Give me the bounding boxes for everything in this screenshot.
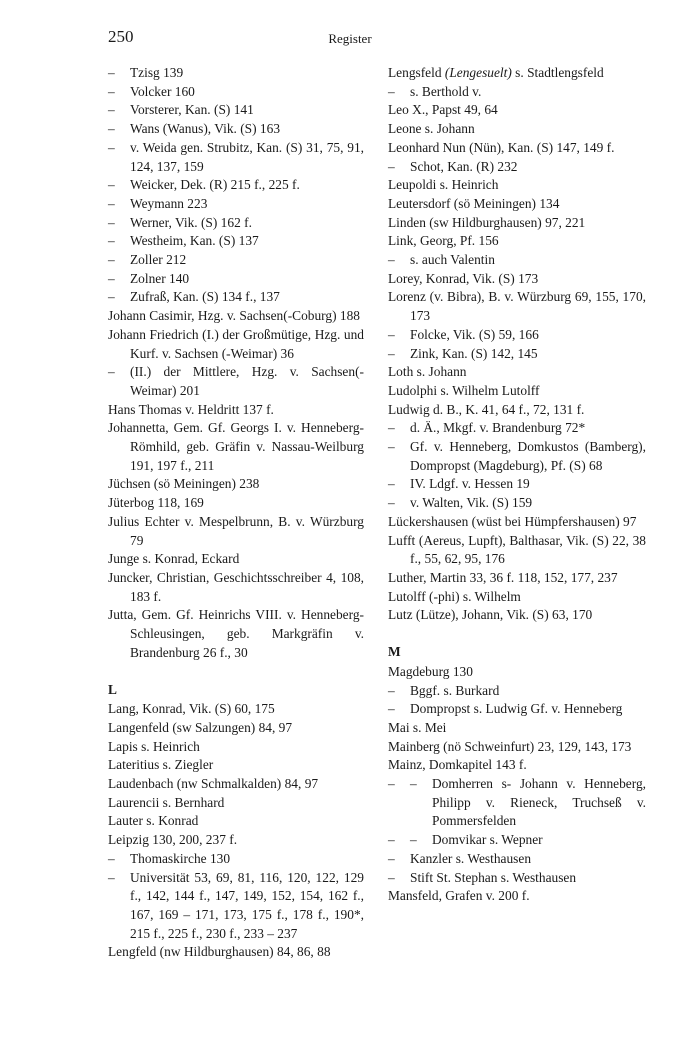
- index-entry: [388, 64, 646, 83]
- subentry-dash: –: [388, 326, 395, 342]
- running-head: Register: [328, 31, 372, 46]
- index-entry: Johann Casimir, Hzg. v. Sachsen(-Coburg) 188: [108, 308, 360, 324]
- index-subentry: [108, 869, 364, 944]
- subentry-dash: –: [388, 158, 395, 174]
- index-entry: Linden (sw Hildburghausen) 97, 221: [388, 214, 586, 230]
- index-entry: Jüchsen (sö Meiningen) 238: [108, 476, 260, 492]
- index-entry: Mai s. Mei: [388, 719, 447, 735]
- index-entry: Leonhard Nun (Nün), Kan. (S) 147, 149 f.: [388, 139, 615, 155]
- subentry-text: v. Walten, Vik. (S) 159: [410, 495, 533, 511]
- index-entry: Laudenbach (nw Schmalkalden) 84, 97: [108, 776, 319, 792]
- index-entry: Jutta, Gem. Gf. Heinrichs VIII. v. Henneberg-Schleusingen, geb. Markgräfin v. Brandenburg 26 f., 30: [108, 607, 364, 660]
- index-subentry: [388, 475, 646, 494]
- index-entry: Lückershausen (wüst bei Hümpfershausen) 97: [388, 513, 637, 529]
- subentry-dash: –: [388, 682, 395, 698]
- subentry-dash: –: [108, 270, 115, 286]
- index-subentry: [108, 232, 364, 251]
- index-subentry: [388, 345, 646, 364]
- subentry-dash: –: [108, 177, 115, 193]
- index-subentry: [388, 419, 646, 438]
- subentry-text: Kanzler s. Westhausen: [410, 850, 532, 866]
- index-subentry: [388, 700, 646, 719]
- index-entry: Leo X., Papst 49, 64: [388, 102, 498, 118]
- index-entry: Magdeburg 130: [388, 663, 473, 679]
- subentry-text: Zufraß, Kan. (S) 134 f., 137: [130, 289, 280, 305]
- index-entry: Juncker, Christian, Geschichtsschreiber 4, 108, 183 f.: [108, 569, 364, 604]
- subentry-dash: –: [388, 439, 395, 455]
- index-subentry: [388, 326, 646, 345]
- index-entry: Junge s. Konrad, Eckard: [108, 551, 240, 567]
- subentry-dash: –: [108, 850, 115, 866]
- index-entry: Ludolphi s. Wilhelm Lutolff: [388, 382, 540, 398]
- index-entry: Lorey, Konrad, Vik. (S) 173: [388, 270, 539, 286]
- index-subentry: [388, 831, 646, 850]
- index-subentry: [108, 214, 364, 233]
- index-entry: Ludwig d. B., K. 41, 64 f., 72, 131 f.: [388, 401, 585, 417]
- subentry-dash: –: [388, 869, 395, 885]
- index-entry: Lorenz (v. Bibra), B. v. Würzburg 69, 155, 170, 173: [388, 289, 646, 324]
- index-subentry: [388, 494, 646, 513]
- subentry-text: v. Weida gen. Strubitz, Kan. (S) 31, 75, 91, 124, 137, 159: [130, 139, 364, 174]
- subentry-text: s. auch Valentin: [410, 252, 495, 268]
- subentry-dash: –: [108, 139, 115, 155]
- index-subentry: [388, 158, 646, 177]
- subentry-text: Universität 53, 69, 81, 116, 120, 122, 129 f., 142, 144 f., 147, 149, 152, 154, 162 f., 167, 169 – 171, 173, 175 f., 178 f., 190*, 215 f., 225 f., 230 f., 233 – 237: [130, 869, 364, 941]
- index-subentry: [388, 850, 646, 869]
- subentry-dash: –: [108, 252, 115, 268]
- index-entry: Lapis s. Heinrich: [108, 738, 200, 754]
- subentry-dash: –: [108, 102, 115, 118]
- subentry-dash: –: [108, 289, 115, 305]
- index-entry: Mainz, Domkapitel 143 f.: [388, 757, 527, 773]
- index-entry: Loth s. Johann: [388, 364, 467, 380]
- subentry-dash: –: [388, 701, 395, 717]
- subentry-dash: –: [108, 121, 115, 137]
- subentry-text: d. Ä., Mkgf. v. Brandenburg 72*: [410, 420, 586, 436]
- subentry-text: Gf. v. Henneberg, Domkustos (Bamberg), Dompropst (Magdeburg), Pf. (S) 68: [410, 439, 646, 473]
- subentry-dash: –: [108, 869, 115, 885]
- index-subentry: [108, 270, 364, 289]
- index-entry: Julius Echter v. Mespelbrunn, B. v. Würzburg 79: [108, 513, 364, 548]
- subentry-text: Zoller 212: [130, 252, 187, 268]
- entry-text: Lengsfeld: [388, 65, 445, 80]
- subentry-text: Dompropst s. Ludwig Gf. v. Henneberg: [410, 701, 623, 717]
- subentry-text: IV. Ldgf. v. Hessen 19: [410, 476, 530, 492]
- subentry-dash: –: [108, 214, 115, 230]
- index-subentry: [108, 363, 364, 400]
- subentry-text: Weicker, Dek. (R) 215 f., 225 f.: [130, 177, 300, 193]
- subentry-text: Volcker 160: [130, 83, 195, 99]
- index-subentry: [108, 64, 364, 83]
- index-column-right: [388, 64, 646, 906]
- subentry-dash: –: [108, 65, 115, 80]
- subentry-text: Vorsterer, Kan. (S) 141: [130, 102, 254, 118]
- index-subentry: [388, 438, 646, 475]
- index-subentry: [108, 101, 364, 120]
- subentry-text: Domvikar s. Wepner: [432, 832, 543, 848]
- subentry-dash: –: [388, 252, 395, 268]
- subentry-dash: –: [388, 850, 395, 866]
- entry-reference: s. Stadtlengsfeld: [511, 65, 604, 80]
- index-column-left: [108, 64, 364, 962]
- index-entry: Johann Friedrich (I.) der Großmütige, Hzg. und Kurf. v. Sachsen (-Weimar) 36: [108, 326, 364, 361]
- subentry-text: Stift St. Stephan s. Westhausen: [410, 869, 577, 885]
- index-subentry: [108, 120, 364, 139]
- subentry-text: Weymann 223: [130, 195, 208, 211]
- subentry-text: Thomaskirche 130: [130, 850, 231, 866]
- subentry-dash: –: [388, 420, 395, 436]
- index-subentry: [108, 251, 364, 270]
- subentry-dash: –: [108, 364, 115, 380]
- subentry-dash: –: [388, 776, 395, 792]
- index-entry: Luther, Martin 33, 36 f. 118, 152, 177, 237: [388, 569, 618, 585]
- subentry-text: s. Berthold v.: [410, 83, 482, 99]
- section-letter: M: [388, 644, 401, 660]
- subentry-dash: –: [108, 233, 115, 249]
- index-entry: Langenfeld (sw Salzungen) 84, 97: [108, 719, 293, 735]
- index-entry: Lauter s. Konrad: [108, 813, 199, 829]
- index-entry: Laurencii s. Bernhard: [108, 794, 225, 810]
- index-entry: Lateritius s. Ziegler: [108, 757, 214, 773]
- index-entry: Link, Georg, Pf. 156: [388, 233, 499, 249]
- index-entry: Lang, Konrad, Vik. (S) 60, 175: [108, 701, 275, 717]
- subentry-text: Westheim, Kan. (S) 137: [130, 233, 259, 249]
- subentry-text: Zink, Kan. (S) 142, 145: [410, 345, 538, 361]
- index-entry: Leutersdorf (sö Meiningen) 134: [388, 195, 560, 211]
- index-entry: Leupoldi s. Heinrich: [388, 177, 499, 193]
- index-subentry: [108, 195, 364, 214]
- subentry-text: Bggf. s. Burkard: [410, 682, 500, 698]
- subentry-dash: –: [108, 195, 115, 211]
- subentry-text: Domherren s- Johann v. Henneberg, Philipp v. Rieneck, Truchseß v. Pommersfelden: [432, 776, 646, 829]
- index-subentry: [108, 176, 364, 195]
- index-entry: Leipzig 130, 200, 237 f.: [108, 832, 238, 848]
- subentry-text: (II.) der Mittlere, Hzg. v. Sachsen(-Weimar) 201: [130, 364, 364, 398]
- section-letter: L: [108, 681, 117, 697]
- subentry-dash: –: [410, 776, 417, 792]
- subentry-dash: –: [388, 495, 395, 511]
- index-entry: Jüterbog 118, 169: [108, 495, 204, 511]
- index-entry: Lengfeld (nw Hildburghausen) 84, 86, 88: [108, 944, 331, 960]
- page-number: 250: [108, 27, 134, 46]
- subentry-dash: –: [108, 83, 115, 99]
- index-subentry: [108, 139, 364, 176]
- index-subentry: [108, 288, 364, 307]
- index-entry: Lutolff (-phi) s. Wilhelm: [388, 588, 521, 604]
- index-entry: Hans Thomas v. Heldritt 137 f.: [108, 401, 274, 417]
- index-entry: Leone s. Johann: [388, 121, 475, 137]
- subentry-dash: –: [388, 476, 395, 492]
- subentry-text: Zolner 140: [130, 270, 190, 286]
- index-subentry: [108, 83, 364, 102]
- index-entry: Mainberg (nö Schweinfurt) 23, 129, 143, 173: [388, 738, 632, 754]
- subentry-dash: –: [388, 83, 395, 99]
- subentry-text: Tzisg 139: [130, 65, 184, 80]
- entry-variant: (Lengesuelt): [444, 65, 512, 80]
- index-subentry: [388, 775, 646, 831]
- index-subentry: [388, 682, 646, 701]
- index-entry: Johannetta, Gem. Gf. Georgs I. v. Henneberg-Römhild, geb. Gräfin v. Nassau-Weilburg 191, 197 f., 211: [108, 420, 364, 473]
- index-subentry: [388, 251, 646, 270]
- index-entry: Lufft (Aereus, Lupft), Balthasar, Vik. (S) 22, 38 f., 55, 62, 95, 176: [388, 532, 646, 567]
- subentry-text: Folcke, Vik. (S) 59, 166: [410, 326, 539, 342]
- subentry-text: Wans (Wanus), Vik. (S) 163: [130, 121, 281, 137]
- subentry-dash: –: [388, 345, 395, 361]
- index-entry: Lutz (Lütze), Johann, Vik. (S) 63, 170: [388, 607, 593, 623]
- index-subentry: [388, 83, 646, 102]
- index-subentry: [108, 850, 364, 869]
- subentry-text: Schot, Kan. (R) 232: [410, 158, 518, 174]
- subentry-dash: –: [388, 832, 395, 848]
- index-entry: Mansfeld, Grafen v. 200 f.: [388, 888, 530, 904]
- subentry-dash: –: [410, 832, 417, 848]
- index-subentry: [388, 869, 646, 888]
- subentry-text: Werner, Vik. (S) 162 f.: [130, 214, 252, 230]
